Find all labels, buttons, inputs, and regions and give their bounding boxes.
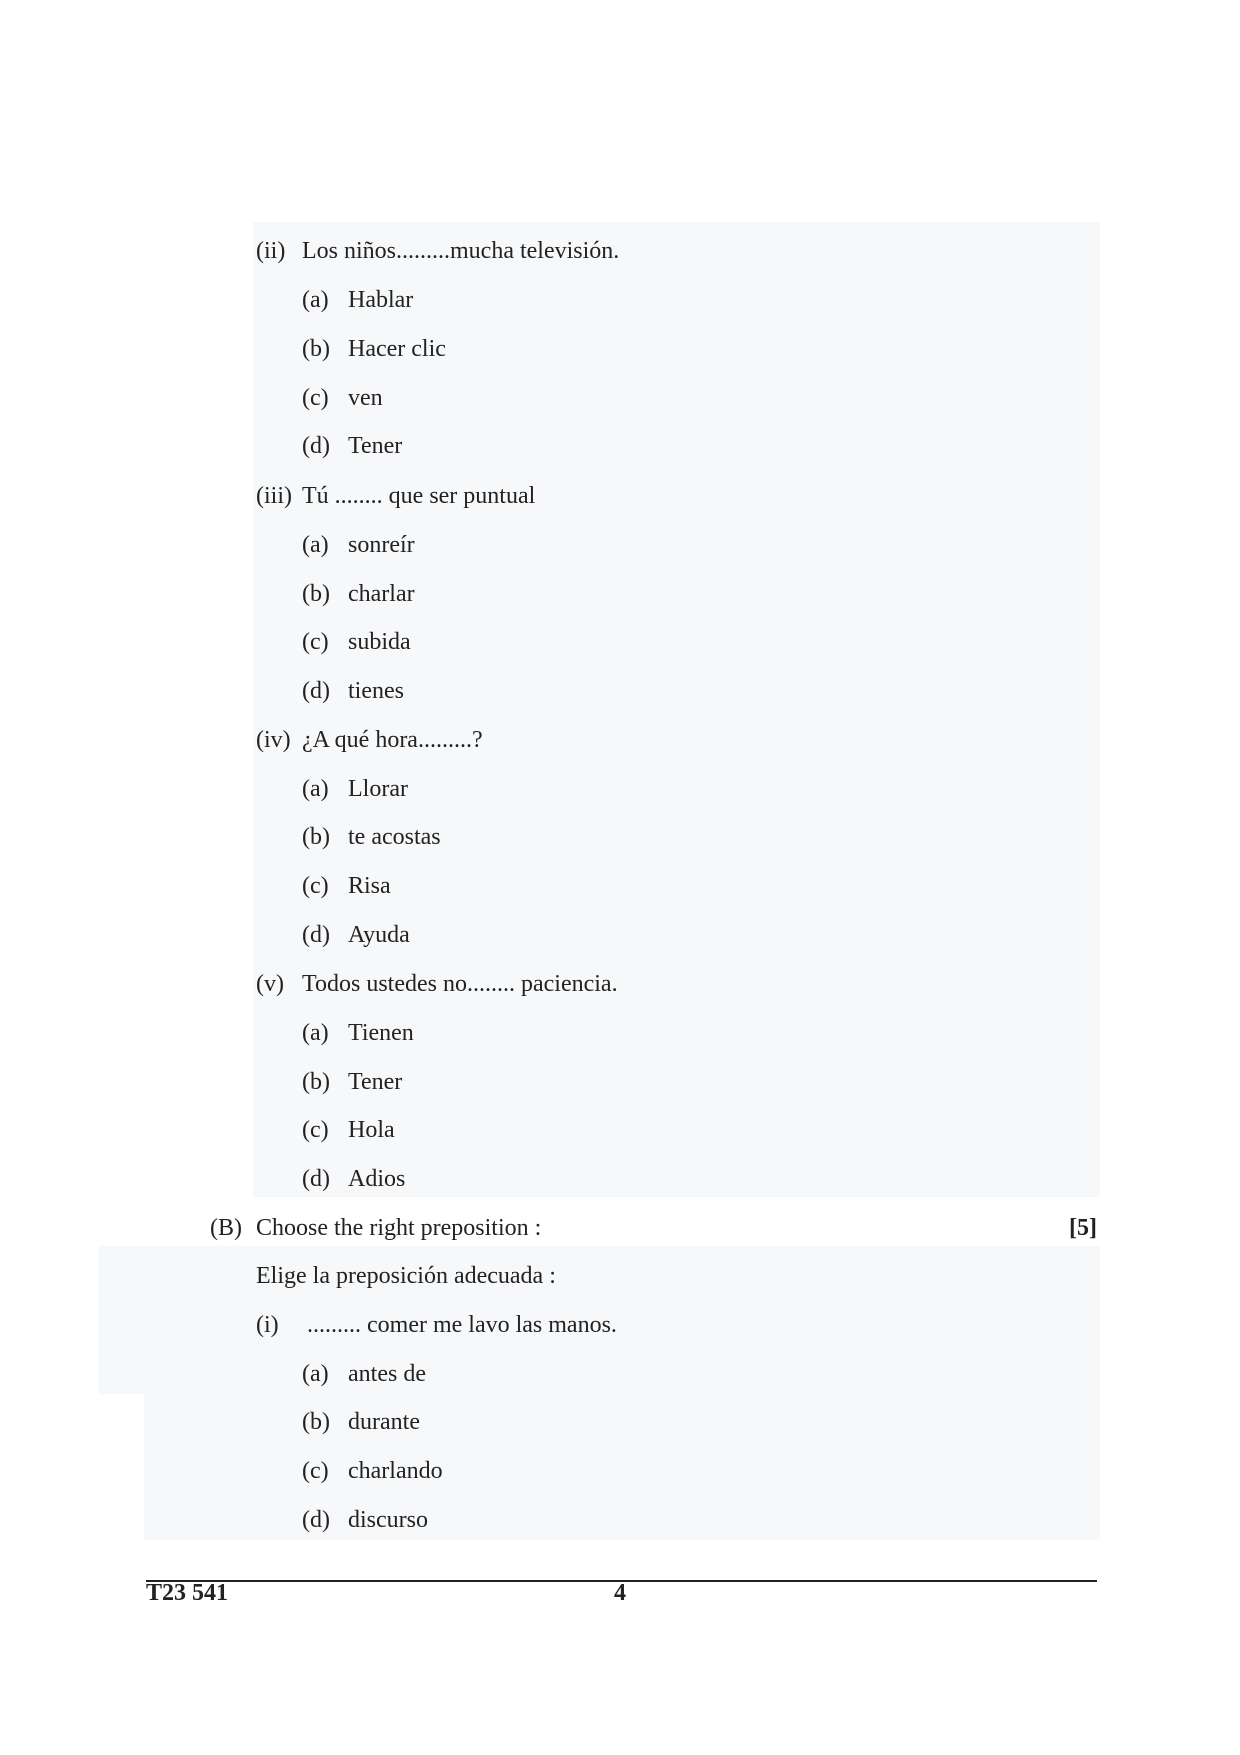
- option-label: (c): [302, 1458, 329, 1484]
- option-text: Tener: [348, 433, 403, 459]
- option-label: (a): [302, 1361, 329, 1387]
- option-text: te acostas: [348, 824, 441, 850]
- option-label: (d): [302, 1166, 330, 1192]
- option-label: (d): [302, 433, 330, 459]
- option-text: subida: [348, 629, 411, 655]
- option-text: Tener: [348, 1069, 403, 1095]
- question-text: ¿A qué hora.........?: [302, 727, 483, 753]
- question-number: (ii): [256, 238, 286, 264]
- question-text: Todos ustedes no........ paciencia.: [302, 971, 618, 997]
- option-text: antes de: [348, 1361, 426, 1387]
- option-text: Hablar: [348, 287, 414, 313]
- option-text: Ayuda: [348, 922, 410, 948]
- page-number: 4: [614, 1580, 626, 1606]
- option-label: (b): [302, 336, 330, 362]
- option-label: (d): [302, 922, 330, 948]
- option-label: (b): [302, 824, 330, 850]
- section-heading: Choose the right preposition :: [256, 1215, 542, 1241]
- section-label: (B): [210, 1215, 242, 1241]
- option-label: (c): [302, 385, 329, 411]
- option-text: tienes: [348, 678, 404, 704]
- option-label: (c): [302, 629, 329, 655]
- section-instruction: Elige la preposición adecuada :: [256, 1263, 556, 1289]
- option-text: charlando: [348, 1458, 443, 1484]
- option-label: (d): [302, 678, 330, 704]
- option-text: Tienen: [348, 1020, 414, 1046]
- option-label: (a): [302, 532, 329, 558]
- question-number: (iii): [256, 483, 292, 509]
- option-text: durante: [348, 1409, 420, 1435]
- option-label: (b): [302, 581, 330, 607]
- question-text: Tú ........ que ser puntual: [302, 483, 536, 509]
- paper-code: T23 541: [146, 1580, 229, 1606]
- option-text: Llorar: [348, 776, 408, 802]
- option-label: (c): [302, 873, 329, 899]
- option-text: sonreír: [348, 532, 415, 558]
- question-number: (v): [256, 971, 284, 997]
- shaded-region: [144, 1392, 1100, 1540]
- option-text: charlar: [348, 581, 415, 607]
- question-number: (iv): [256, 727, 291, 753]
- option-text: ven: [348, 385, 383, 411]
- shaded-region: [253, 222, 1100, 1197]
- option-label: (c): [302, 1117, 329, 1143]
- option-text: Risa: [348, 873, 391, 899]
- option-text: Adios: [348, 1166, 406, 1192]
- option-text: Hola: [348, 1117, 395, 1143]
- question-number: (i): [256, 1312, 279, 1338]
- option-text: Hacer clic: [348, 336, 446, 362]
- question-text: Los niños.........mucha televisión.: [302, 238, 620, 264]
- option-label: (b): [302, 1409, 330, 1435]
- option-text: discurso: [348, 1507, 428, 1533]
- option-label: (d): [302, 1507, 330, 1533]
- option-label: (a): [302, 287, 329, 313]
- question-text: ......... comer me lavo las manos.: [307, 1312, 617, 1338]
- option-label: (b): [302, 1069, 330, 1095]
- marks-badge: [5]: [1069, 1215, 1097, 1241]
- option-label: (a): [302, 1020, 329, 1046]
- option-label: (a): [302, 776, 329, 802]
